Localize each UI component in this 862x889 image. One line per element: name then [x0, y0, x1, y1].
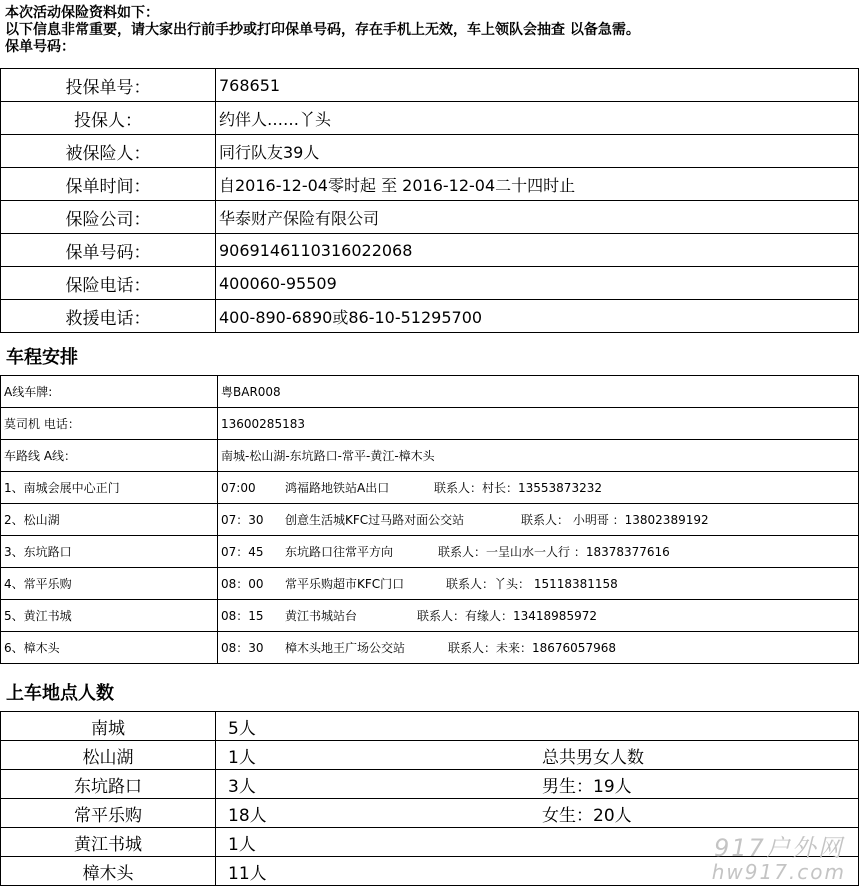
table-row — [1, 267, 859, 300]
table-row — [1, 102, 859, 135]
table-row — [1, 168, 859, 201]
route-label: 莫司机 电话： — [1, 408, 218, 440]
stop-detail — [218, 600, 859, 632]
stop-contact: 联系人：有缘人：13418985972 — [417, 609, 597, 623]
stop-location: 创意生活城KFC过马路对面公交站 — [285, 513, 465, 527]
count-extra: 总共男女人数 — [524, 741, 859, 770]
stop-time: 08：15 — [221, 609, 264, 623]
stop-contact: 联系人：未来：18676057968 — [448, 641, 616, 655]
table-row — [1, 741, 859, 770]
table-row — [1, 201, 859, 234]
stop-contact: 联系人：丫头： 15118381158 — [446, 577, 618, 591]
table-row — [1, 408, 859, 440]
stop-name: 6、樟木头 — [1, 632, 218, 664]
count-number: 3人 — [216, 770, 525, 799]
intro-title: 本次活动保险资料如下： — [5, 5, 159, 21]
stop-contact: 联系人：村长：13553873232 — [434, 481, 602, 495]
count-extra: 男生：19人 — [524, 770, 859, 799]
table-row — [1, 504, 859, 536]
insurance-label: 保单时间： — [1, 168, 216, 201]
route-label: 车路线 A线： — [1, 440, 218, 472]
stop-time: 07:00 — [221, 481, 256, 495]
stop-location: 樟木头地王广场公交站 — [285, 641, 406, 655]
insurance-label: 保险电话： — [1, 267, 216, 300]
stop-detail — [218, 568, 859, 600]
table-row — [1, 799, 859, 828]
table-row — [1, 440, 859, 472]
stop-contact: 联系人：一呈山水一人行 ：18378377616 — [438, 545, 670, 559]
count-place: 常平乐购 — [1, 799, 216, 828]
count-place: 黄江书城 — [1, 828, 216, 857]
insurance-value: 400-890-6890或86-10-51295700 — [216, 300, 859, 333]
table-row — [1, 536, 859, 568]
table-row — [1, 712, 859, 741]
count-number: 5人 — [216, 712, 525, 741]
table-row — [1, 376, 859, 408]
table-row — [1, 234, 859, 267]
insurance-label: 保险公司： — [1, 201, 216, 234]
stop-detail — [218, 632, 859, 664]
insurance-label: 保单号码： — [1, 234, 216, 267]
insurance-value: 自2016-12-04零时起 至 2016-12-04二十四时止 — [216, 168, 859, 201]
stop-name: 1、南城会展中心正门 — [1, 472, 218, 504]
stop-location: 黄江书城站台 — [285, 609, 358, 623]
count-number: 18人 — [216, 799, 525, 828]
stop-detail — [218, 472, 859, 504]
route-heading: 车程安排 — [6, 347, 78, 368]
stop-detail — [218, 504, 859, 536]
stop-location: 东坑路口往常平方向 — [285, 545, 394, 559]
route-value: 粤BAR008 — [218, 376, 859, 408]
intro-policy-label: 保单号码： — [5, 39, 75, 55]
count-number: 11人 — [216, 857, 525, 886]
table-row — [1, 300, 859, 333]
count-place: 樟木头 — [1, 857, 216, 886]
insurance-label: 投保人： — [1, 102, 216, 135]
stop-name: 5、黄江书城 — [1, 600, 218, 632]
intro-warning: 以下信息非常重要，请大家出行前手抄或打印保单号码，存在手机上无效，车上领队会抽查 以备急需。 — [5, 22, 640, 38]
count-extra: 女生：20人 — [524, 799, 859, 828]
route-value: 13600285183 — [218, 408, 859, 440]
table-row — [1, 632, 859, 664]
intro-notice — [5, 5, 640, 56]
insurance-label: 投保单号： — [1, 69, 216, 102]
insurance-label: 被保险人： — [1, 135, 216, 168]
insurance-value: 约伴人……丫头 — [216, 102, 859, 135]
table-row — [1, 135, 859, 168]
table-row — [1, 472, 859, 504]
site-watermark — [712, 835, 846, 883]
insurance-table — [0, 68, 859, 333]
insurance-label: 救援电话： — [1, 300, 216, 333]
stop-location: 常平乐购超市KFC门口 — [285, 577, 405, 591]
insurance-value: 华泰财产保险有限公司 — [216, 201, 859, 234]
route-table — [0, 375, 859, 664]
stop-contact: 联系人： 小明哥 ：13802389192 — [521, 513, 709, 527]
stop-time: 08：00 — [221, 577, 264, 591]
watermark-domain: hw917.com — [711, 860, 846, 884]
insurance-value: 同行队友39人 — [216, 135, 859, 168]
count-number: 1人 — [216, 828, 525, 857]
count-number: 1人 — [216, 741, 525, 770]
stop-time: 08：30 — [221, 641, 264, 655]
count-place: 南城 — [1, 712, 216, 741]
table-row — [1, 69, 859, 102]
route-label: A线车牌: — [1, 376, 218, 408]
watermark-name: 917户外网 — [713, 834, 844, 862]
table-row — [1, 770, 859, 799]
table-row — [1, 568, 859, 600]
stop-detail — [218, 536, 859, 568]
table-row — [1, 600, 859, 632]
insurance-value: 768651 — [216, 69, 859, 102]
count-place: 松山湖 — [1, 741, 216, 770]
stop-time: 07：45 — [221, 545, 264, 559]
count-heading: 上车地点人数 — [6, 683, 114, 704]
insurance-value: 400060-95509 — [216, 267, 859, 300]
stop-location: 鸿福路地铁站A出口 — [285, 481, 390, 495]
count-place: 东坑路口 — [1, 770, 216, 799]
stop-name: 3、东坑路口 — [1, 536, 218, 568]
count-extra — [524, 712, 859, 741]
stop-name: 4、常平乐购 — [1, 568, 218, 600]
route-value: 南城-松山湖-东坑路口-常平-黄江-樟木头 — [218, 440, 859, 472]
insurance-value: 9069146110316022068 — [216, 234, 859, 267]
stop-time: 07：30 — [221, 513, 264, 527]
stop-name: 2、松山湖 — [1, 504, 218, 536]
